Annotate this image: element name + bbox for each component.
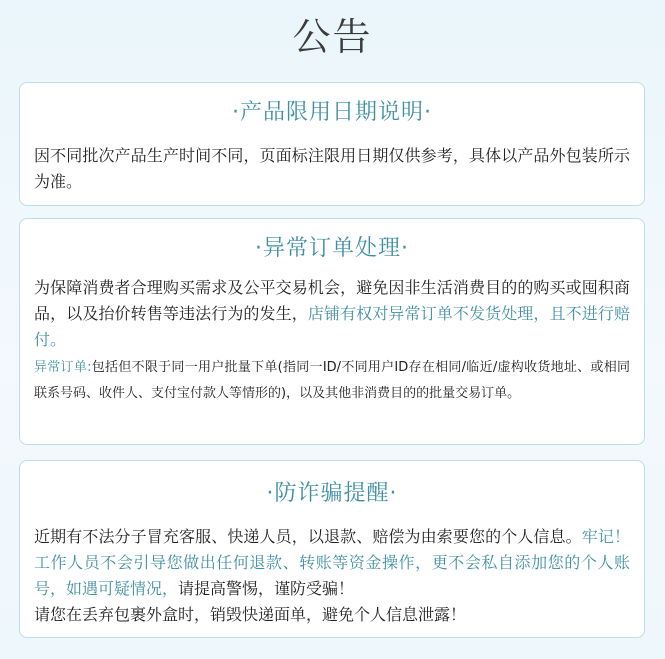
card-body-expiry: 因不同批次产品生产时间不同，页面标注限用日期仅供参考，具体以产品外包装所示为准。 xyxy=(34,146,630,191)
card-title-abnormal-order: ·异常订单处理· xyxy=(255,236,409,261)
notice-card-anti-fraud xyxy=(19,460,645,638)
anti-fraud-text-1: 近期有不法分子冒充客服、快递人员，以退款、赔偿为由索要您的个人信息。 xyxy=(34,527,582,546)
anti-fraud-text-2: 请提高警惕，谨防受骗！ xyxy=(178,579,355,598)
notice-card-expiry xyxy=(19,82,645,206)
card-title-expiry: ·产品限用日期说明· xyxy=(232,100,432,125)
abnormal-order-text: 为保障消费者合理购买需求及公平交易机会，避免因非生活消费目的的购买或囤积商品，以及抬价转售等违法行为的发生， xyxy=(34,278,630,323)
card-body-anti-fraud xyxy=(34,524,630,628)
page-title: 公告 xyxy=(292,15,373,59)
abnormal-order-note-label: 异常订单: xyxy=(34,360,92,375)
notice-card-abnormal-order xyxy=(19,218,645,445)
abnormal-order-highlight: 店铺有权对异常订单不发货处理，且不进行赔付。 xyxy=(34,304,630,349)
anti-fraud-highlight: 牢记！工作人员不会引导您做出任何退款、转账等资金操作，更不会私自添加您的个人账号，如遇可疑情况， xyxy=(34,527,630,598)
card-title-anti-fraud: ·防诈骗提醒· xyxy=(266,481,398,506)
abnormal-order-note xyxy=(34,355,630,407)
card-body-abnormal-order xyxy=(34,275,630,353)
abnormal-order-note-text: 包括但不限于同一用户批量下单(指同一ID/不同用户ID存在相同/临近/虚构收货地址、或相同联系号码、收件人、支付宝付款人等情形的)，以及其他非消费目的的批量交易订单。 xyxy=(34,360,630,401)
anti-fraud-text-3: 请您在丢弃包裹外盒时，销毁快递面单，避免个人信息泄露！ xyxy=(34,605,467,624)
